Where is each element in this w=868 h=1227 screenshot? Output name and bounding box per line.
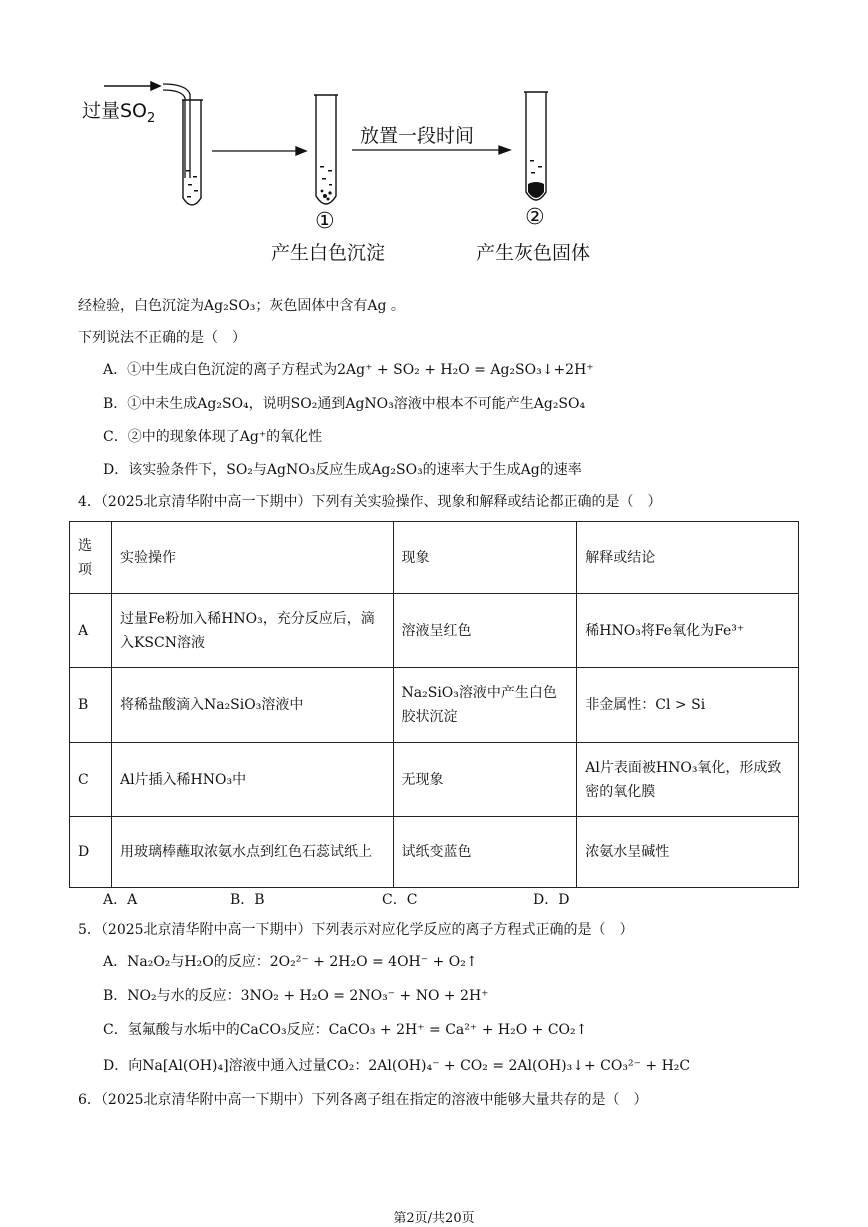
- q5-option-a: A．Na₂O₂与H₂O的反应：2O₂²⁻ + 2H₂O = 4OH⁻ + O₂↑: [103, 954, 478, 970]
- test-tube-1: [314, 95, 338, 204]
- row-b-operation: 将稀盐酸滴入Na₂SiO₃溶液中: [111, 668, 393, 743]
- table-row: [70, 817, 799, 888]
- gas-label-text: 过量SO: [82, 100, 148, 122]
- transfer-arrow: [212, 147, 306, 155]
- row-c-option: C: [70, 743, 112, 817]
- q3-option-b: B．①中未生成Ag₂SO₄，说明SO₂通到AgNO₃溶液中根本不可能产生Ag₂SO₄: [103, 396, 586, 412]
- q3-stem: 下列说法不正确的是（ ）: [78, 330, 246, 346]
- inspection-result: 经检验，白色沉淀为Ag₂SO₃；灰色固体中含有Ag 。: [78, 298, 405, 314]
- row-d-operation: 用玻璃棒蘸取浓氨水点到红色石蕊试纸上: [111, 817, 393, 888]
- q4-table: [69, 521, 799, 888]
- row-b-phenomenon: Na₂SiO₃溶液中产生白色胶状沉淀: [393, 668, 577, 743]
- q5-stem: 5．（2025北京清华附中高一下期中）下列表示对应化学反应的离子方程式正确的是（ ）: [78, 922, 634, 938]
- q3-option-a: A．①中生成白色沉淀的离子方程式为2Ag⁺ + SO₂ + H₂O = Ag₂SO₃↓+2H⁺: [103, 362, 594, 378]
- table-header-row: [70, 522, 799, 594]
- q5-option-d: D．向Na[Al(OH)₄]溶液中通入过量CO₂：2Al(OH)₄⁻ + CO₂ = 2Al(OH)₃↓+ CO₃²⁻ + H₂C: [103, 1058, 691, 1074]
- header-option: [70, 522, 112, 594]
- gas-inlet-tube: [163, 84, 190, 178]
- header-phenomenon: 现象: [393, 522, 577, 594]
- tube-2-caption: 产生灰色固体: [476, 242, 591, 264]
- q5-option-c: C．氢氟酸与水垢中的CaCO₃反应：CaCO₃ + 2H⁺ = Ca²⁺ + H₂O + CO₂↑: [103, 1022, 588, 1038]
- row-a-option: A: [70, 594, 112, 668]
- row-a-phenomenon: 溶液呈红色: [393, 594, 577, 668]
- row-d-phenomenon: 试纸变蓝色: [393, 817, 577, 888]
- row-c-operation: Al片插入稀HNO₃中: [111, 743, 393, 817]
- row-c-phenomenon: 无现象: [393, 743, 577, 817]
- row-a-operation: 过量Fe粉加入稀HNO₃，充分反应后，滴入KSCN溶液: [111, 594, 393, 668]
- row-c-conclusion: Al片表面被HNO₃氧化，形成致密的氧化膜: [577, 743, 799, 817]
- gas-flow-arrow: [104, 82, 160, 90]
- table-row: [70, 668, 799, 743]
- q4-stem: 4．（2025北京清华附中高一下期中）下列有关实验操作、现象和解释或结论都正确的是（ ）: [78, 494, 662, 510]
- page-number: 第2页/共20页: [393, 1211, 475, 1226]
- row-a-conclusion: 稀HNO₃将Fe氧化为Fe³⁺: [577, 594, 799, 668]
- header-conclusion: 解释或结论: [577, 522, 799, 594]
- header-operation: 实验操作: [111, 522, 393, 594]
- row-b-option: B: [70, 668, 112, 743]
- white-precipitate: [320, 166, 332, 201]
- q4-answer-a: A．A: [103, 892, 138, 908]
- liquid-dots-0: [186, 170, 198, 198]
- table-row: [70, 743, 799, 817]
- q3-option-c: C．②中的现象体现了Ag⁺的氧化性: [103, 429, 323, 445]
- q3-option-d: D．该实验条件下，SO₂与AgNO₃反应生成Ag₂SO₃的速率大于生成Ag的速率: [103, 462, 582, 478]
- row-b-conclusion: 非金属性：Cl > Si: [577, 668, 799, 743]
- tube-1-caption: 产生白色沉淀: [271, 242, 386, 264]
- tube-2-number: ②: [525, 205, 545, 230]
- q5-option-b: B．NO₂与水的反应：3NO₂ + H₂O = 2NO₃⁻ + NO + 2H⁺: [103, 988, 489, 1004]
- row-d-option: D: [70, 817, 112, 888]
- table-row: [70, 594, 799, 668]
- tube-1-number: ①: [315, 209, 335, 234]
- gas-label-sub: 2: [147, 110, 156, 126]
- q4-answer-b: B．B: [230, 892, 265, 908]
- q6-stem: 6．（2025北京清华附中高一下期中）下列各离子组在指定的溶液中能够大量共存的是（ ）: [78, 1092, 648, 1108]
- grey-solid: [528, 160, 544, 198]
- q4-answer-c: C．C: [382, 892, 418, 908]
- standing-time-label: 放置一段时间: [360, 125, 475, 147]
- q4-answer-d: D．D: [533, 892, 570, 908]
- row-d-conclusion: 浓氨水呈碱性: [577, 817, 799, 888]
- header-option-text: 选项: [78, 537, 92, 578]
